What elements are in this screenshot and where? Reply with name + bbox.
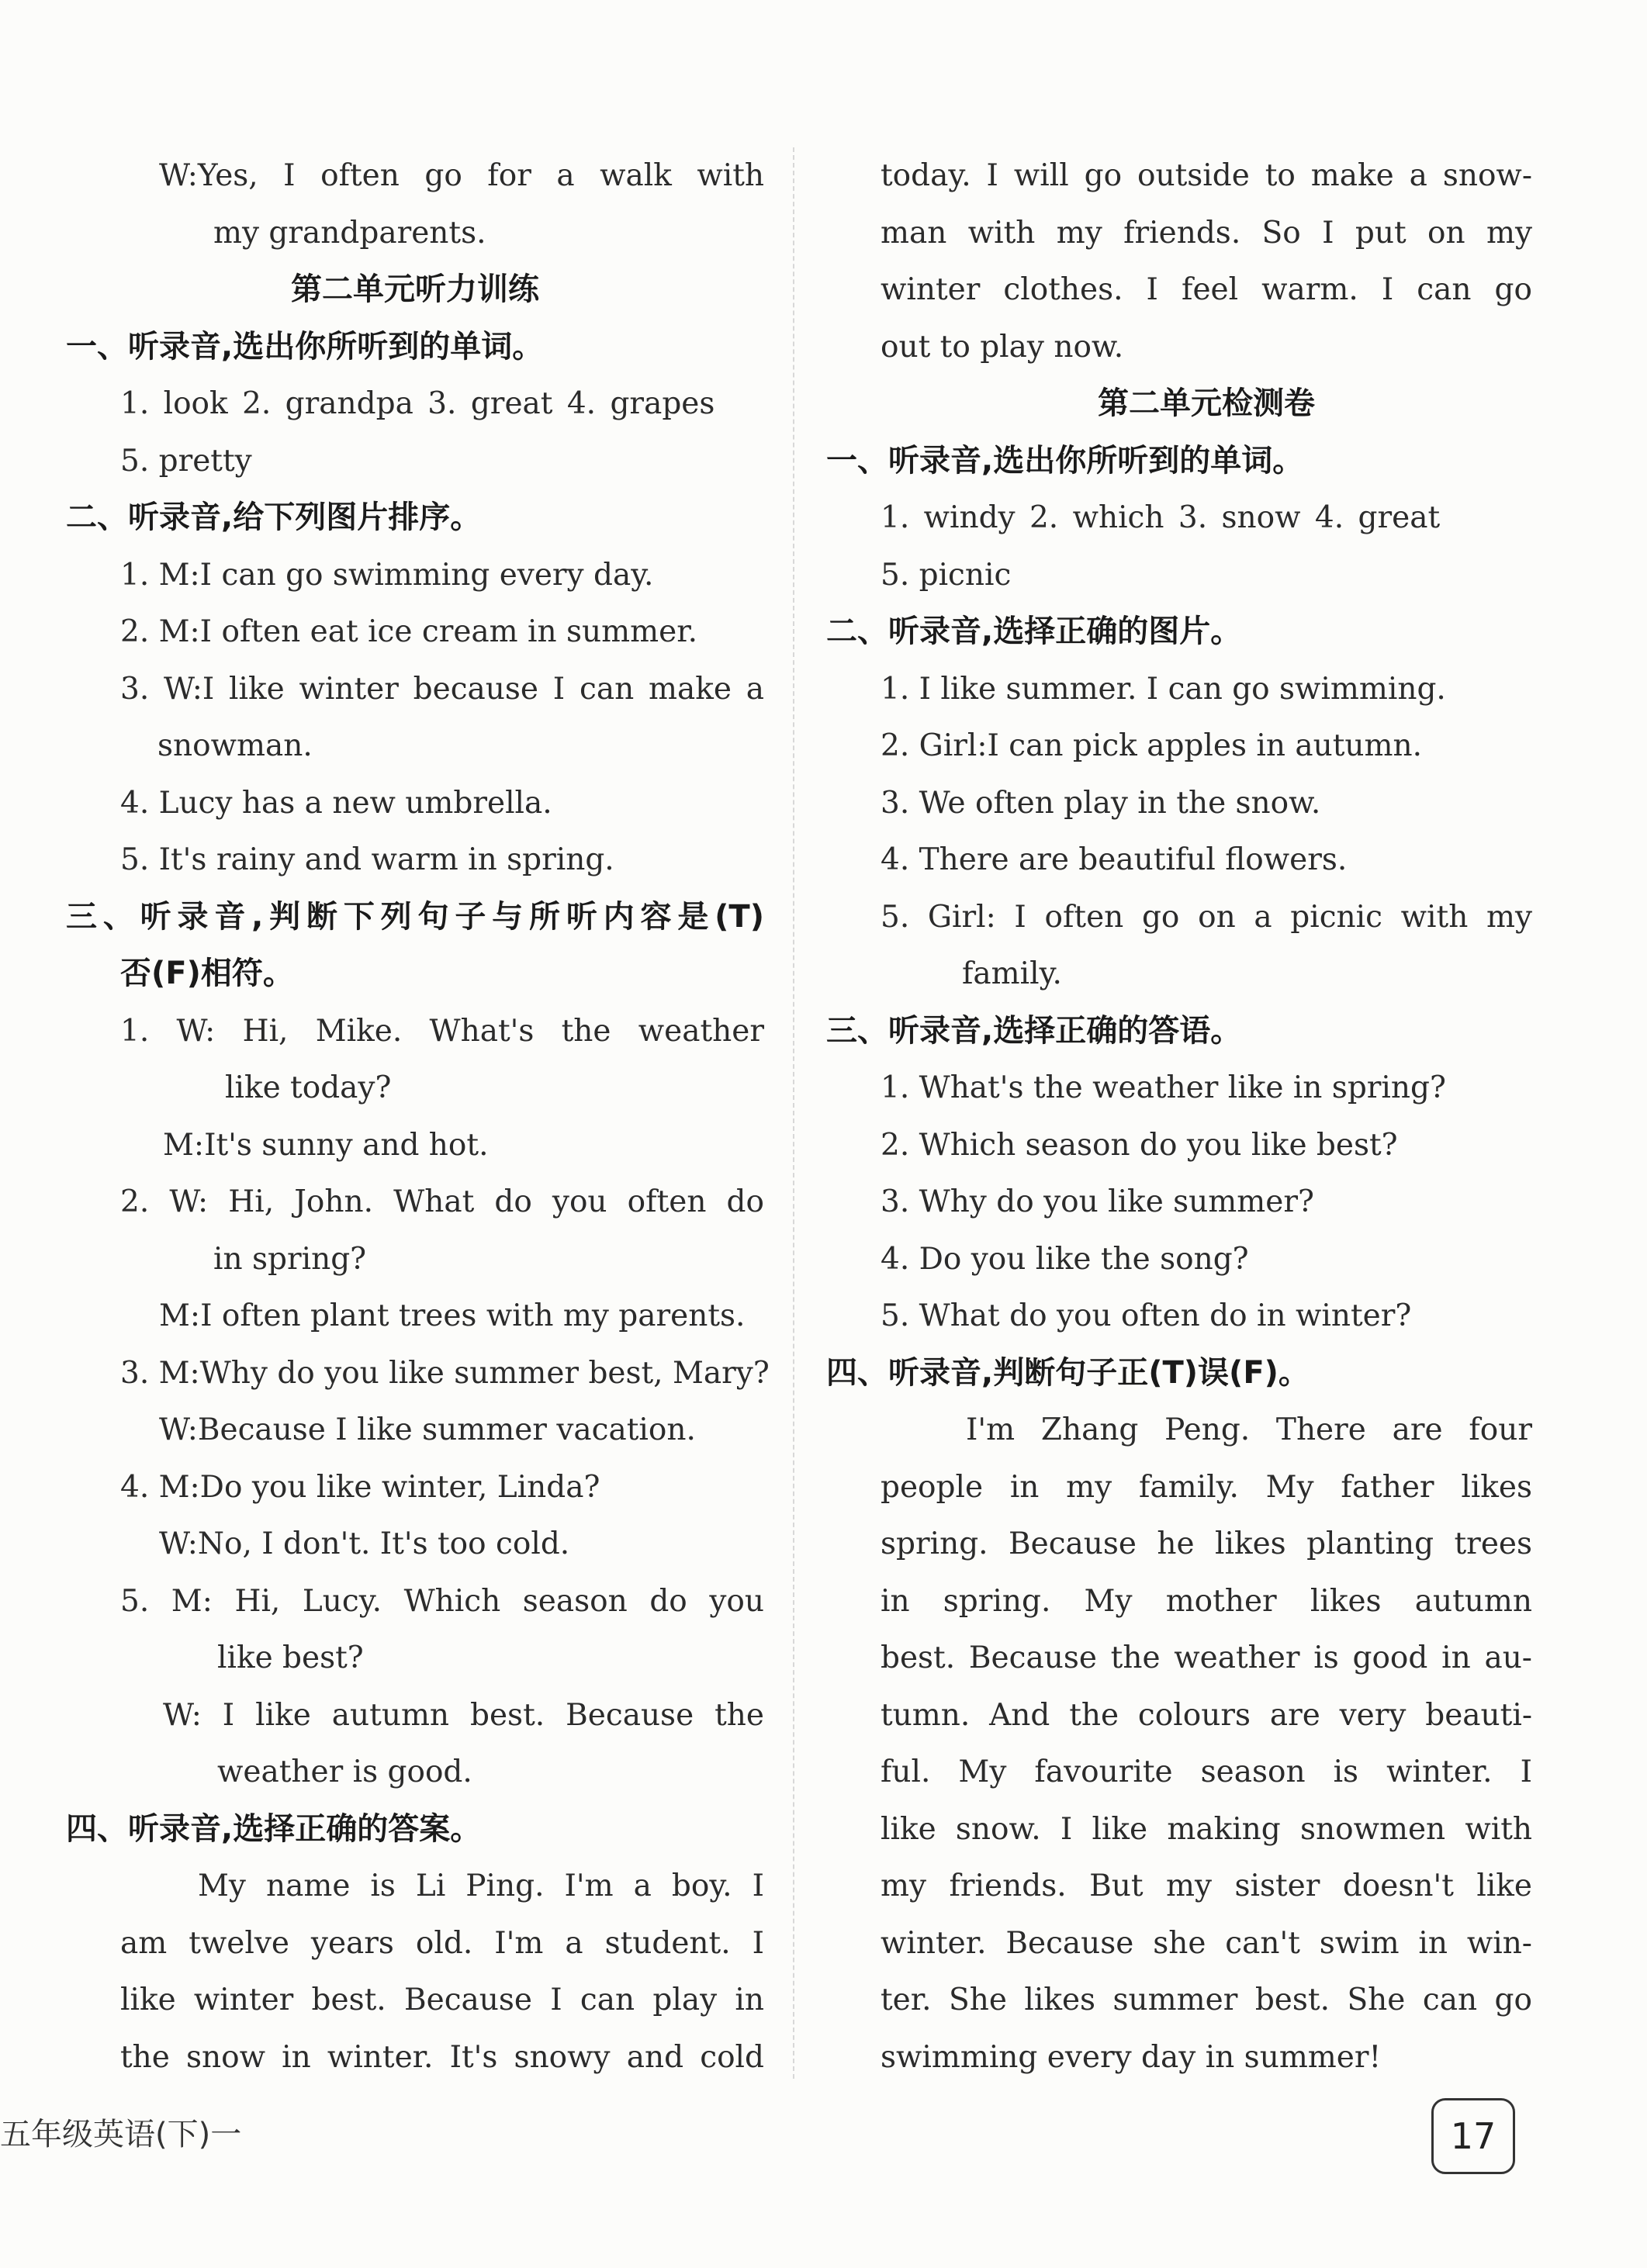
passage-line: like winter best. Because I can play in [120, 1983, 764, 2017]
question-heading: 一、听录音,选出你所听到的单词。 [66, 328, 544, 365]
passage-line: My name is Li Ping. I'm a boy. I [198, 1869, 764, 1903]
list-item: 5. It's rainy and warm in spring. [120, 842, 614, 877]
passage-line: in spring. My mother likes autumn [881, 1583, 1532, 1619]
list-item: 2. Girl:I can pick apples in autumn. [881, 728, 1423, 763]
question-heading: 二、听录音,选择正确的图片。 [826, 614, 1242, 649]
word-list: 5. picnic [881, 557, 1012, 593]
passage-line: out to play now. [881, 329, 1124, 365]
question-heading: 四、听录音,选择正确的答案。 [66, 1810, 482, 1847]
list-item: 5. What do you often do in winter? [881, 1298, 1412, 1333]
passage-line: my friends. But my sister doesn't like [881, 1869, 1532, 1903]
dialogue-line: 1. W: Hi, Mike. What's the weather [120, 1013, 764, 1049]
page-number: 17 [1431, 2098, 1515, 2174]
dialogue-line: in spring? [213, 1241, 367, 1277]
passage-line: I'm Zhang Peng. There are four [966, 1412, 1532, 1447]
list-item: 4. Do you like the song? [881, 1241, 1249, 1277]
dialogue-line: W:No, I don't. It's too cold. [159, 1526, 570, 1561]
word-list: 1. windy 2. which 3. snow 4. great [881, 500, 1441, 535]
list-item: 2. Which season do you like best? [881, 1127, 1398, 1163]
passage-line: spring. Because he likes planting trees [881, 1526, 1532, 1561]
list-item: 1. M:I can go swimming every day. [120, 557, 654, 593]
dialogue-line: weather is good. [217, 1755, 472, 1789]
list-item: 1. What's the weather like in spring? [881, 1070, 1446, 1105]
dialogue-line: 4. M:Do you like winter, Linda? [120, 1469, 600, 1505]
dialogue-line: W:Because I like summer vacation. [159, 1412, 696, 1447]
word-list: 5. pretty [120, 443, 252, 479]
book-label: 五年级英语(下)一 [0, 2117, 242, 2152]
list-item: snowman. [157, 728, 313, 763]
passage-line: ful. My favourite season is winter. I [881, 1755, 1532, 1789]
passage-line: tumn. And the colours are very beauti- [881, 1697, 1532, 1733]
dialogue-line: like best? [217, 1640, 364, 1675]
passage-line: am twelve years old. I'm a student. I [120, 1925, 764, 1961]
right-column [826, 147, 1532, 2086]
column-divider [793, 147, 794, 2079]
left-column [66, 147, 770, 2086]
list-item: 4. There are beautiful flowers. [881, 842, 1348, 877]
list-item: 4. Lucy has a new umbrella. [120, 785, 552, 821]
list-item: family. [962, 956, 1062, 991]
section-title: 第二单元检测卷 [1098, 385, 1315, 421]
dialogue-line: 5. M: Hi, Lucy. Which season do you [120, 1583, 764, 1619]
dialogue-line: W:Yes, I often go for a walk with [159, 158, 764, 193]
question-heading: 一、听录音,选出你所听到的单词。 [826, 442, 1304, 479]
passage-line: like snow. I like making snowmen with [881, 1811, 1532, 1847]
passage-line: the snow in winter. It's snowy and cold [120, 2039, 764, 2075]
passage-line: winter clothes. I feel warm. I can go [881, 272, 1532, 307]
passage-line: people in my family. My father likes [881, 1469, 1532, 1505]
question-heading: 二、听录音,给下列图片排序。 [66, 500, 482, 535]
dialogue-line: 3. M:Why do you like summer best, Mary? [120, 1355, 770, 1391]
passage-line: ter. She likes summer best. She can go [881, 1983, 1532, 2017]
list-item: 3. W:I like winter because I can make a [120, 671, 764, 707]
section-title: 第二单元听力训练 [291, 271, 539, 307]
list-item: 2. M:I often eat ice cream in summer. [120, 614, 697, 649]
passage-line: winter. Because she can't swim in win- [881, 1925, 1532, 1961]
passage-line: swimming every day in summer! [881, 2039, 1382, 2075]
passage-line: best. Because the weather is good in au- [881, 1640, 1532, 1675]
passage-line: man with my friends. So I put on my [881, 215, 1532, 251]
passage-line: today. I will go outside to make a snow- [881, 158, 1532, 193]
question-heading: 否(F)相符。 [120, 956, 294, 991]
list-item: 5. Girl: I often go on a picnic with my [881, 899, 1532, 935]
dialogue-line: 2. W: Hi, John. What do you often do [120, 1184, 764, 1219]
question-heading: 四、听录音,判断句子正(T)误(F)。 [826, 1354, 1310, 1391]
question-heading: 三、听录音,判断下列句子与所听内容是(T) [66, 898, 764, 935]
word-list: 1. look 2. grandpa 3. great 4. grapes [120, 386, 715, 421]
dialogue-line: W: I like autumn best. Because the [163, 1697, 764, 1733]
list-item: 3. We often play in the snow. [881, 785, 1321, 821]
dialogue-line: M:I often plant trees with my parents. [159, 1298, 746, 1333]
dialogue-line: my grandparents. [213, 215, 486, 251]
dialogue-line: M:It's sunny and hot. [163, 1127, 489, 1163]
list-item: 1. I like summer. I can go swimming. [881, 671, 1446, 707]
question-heading: 三、听录音,选择正确的答语。 [826, 1012, 1242, 1049]
list-item: 3. Why do you like summer? [881, 1184, 1314, 1219]
dialogue-line: like today? [225, 1070, 392, 1105]
